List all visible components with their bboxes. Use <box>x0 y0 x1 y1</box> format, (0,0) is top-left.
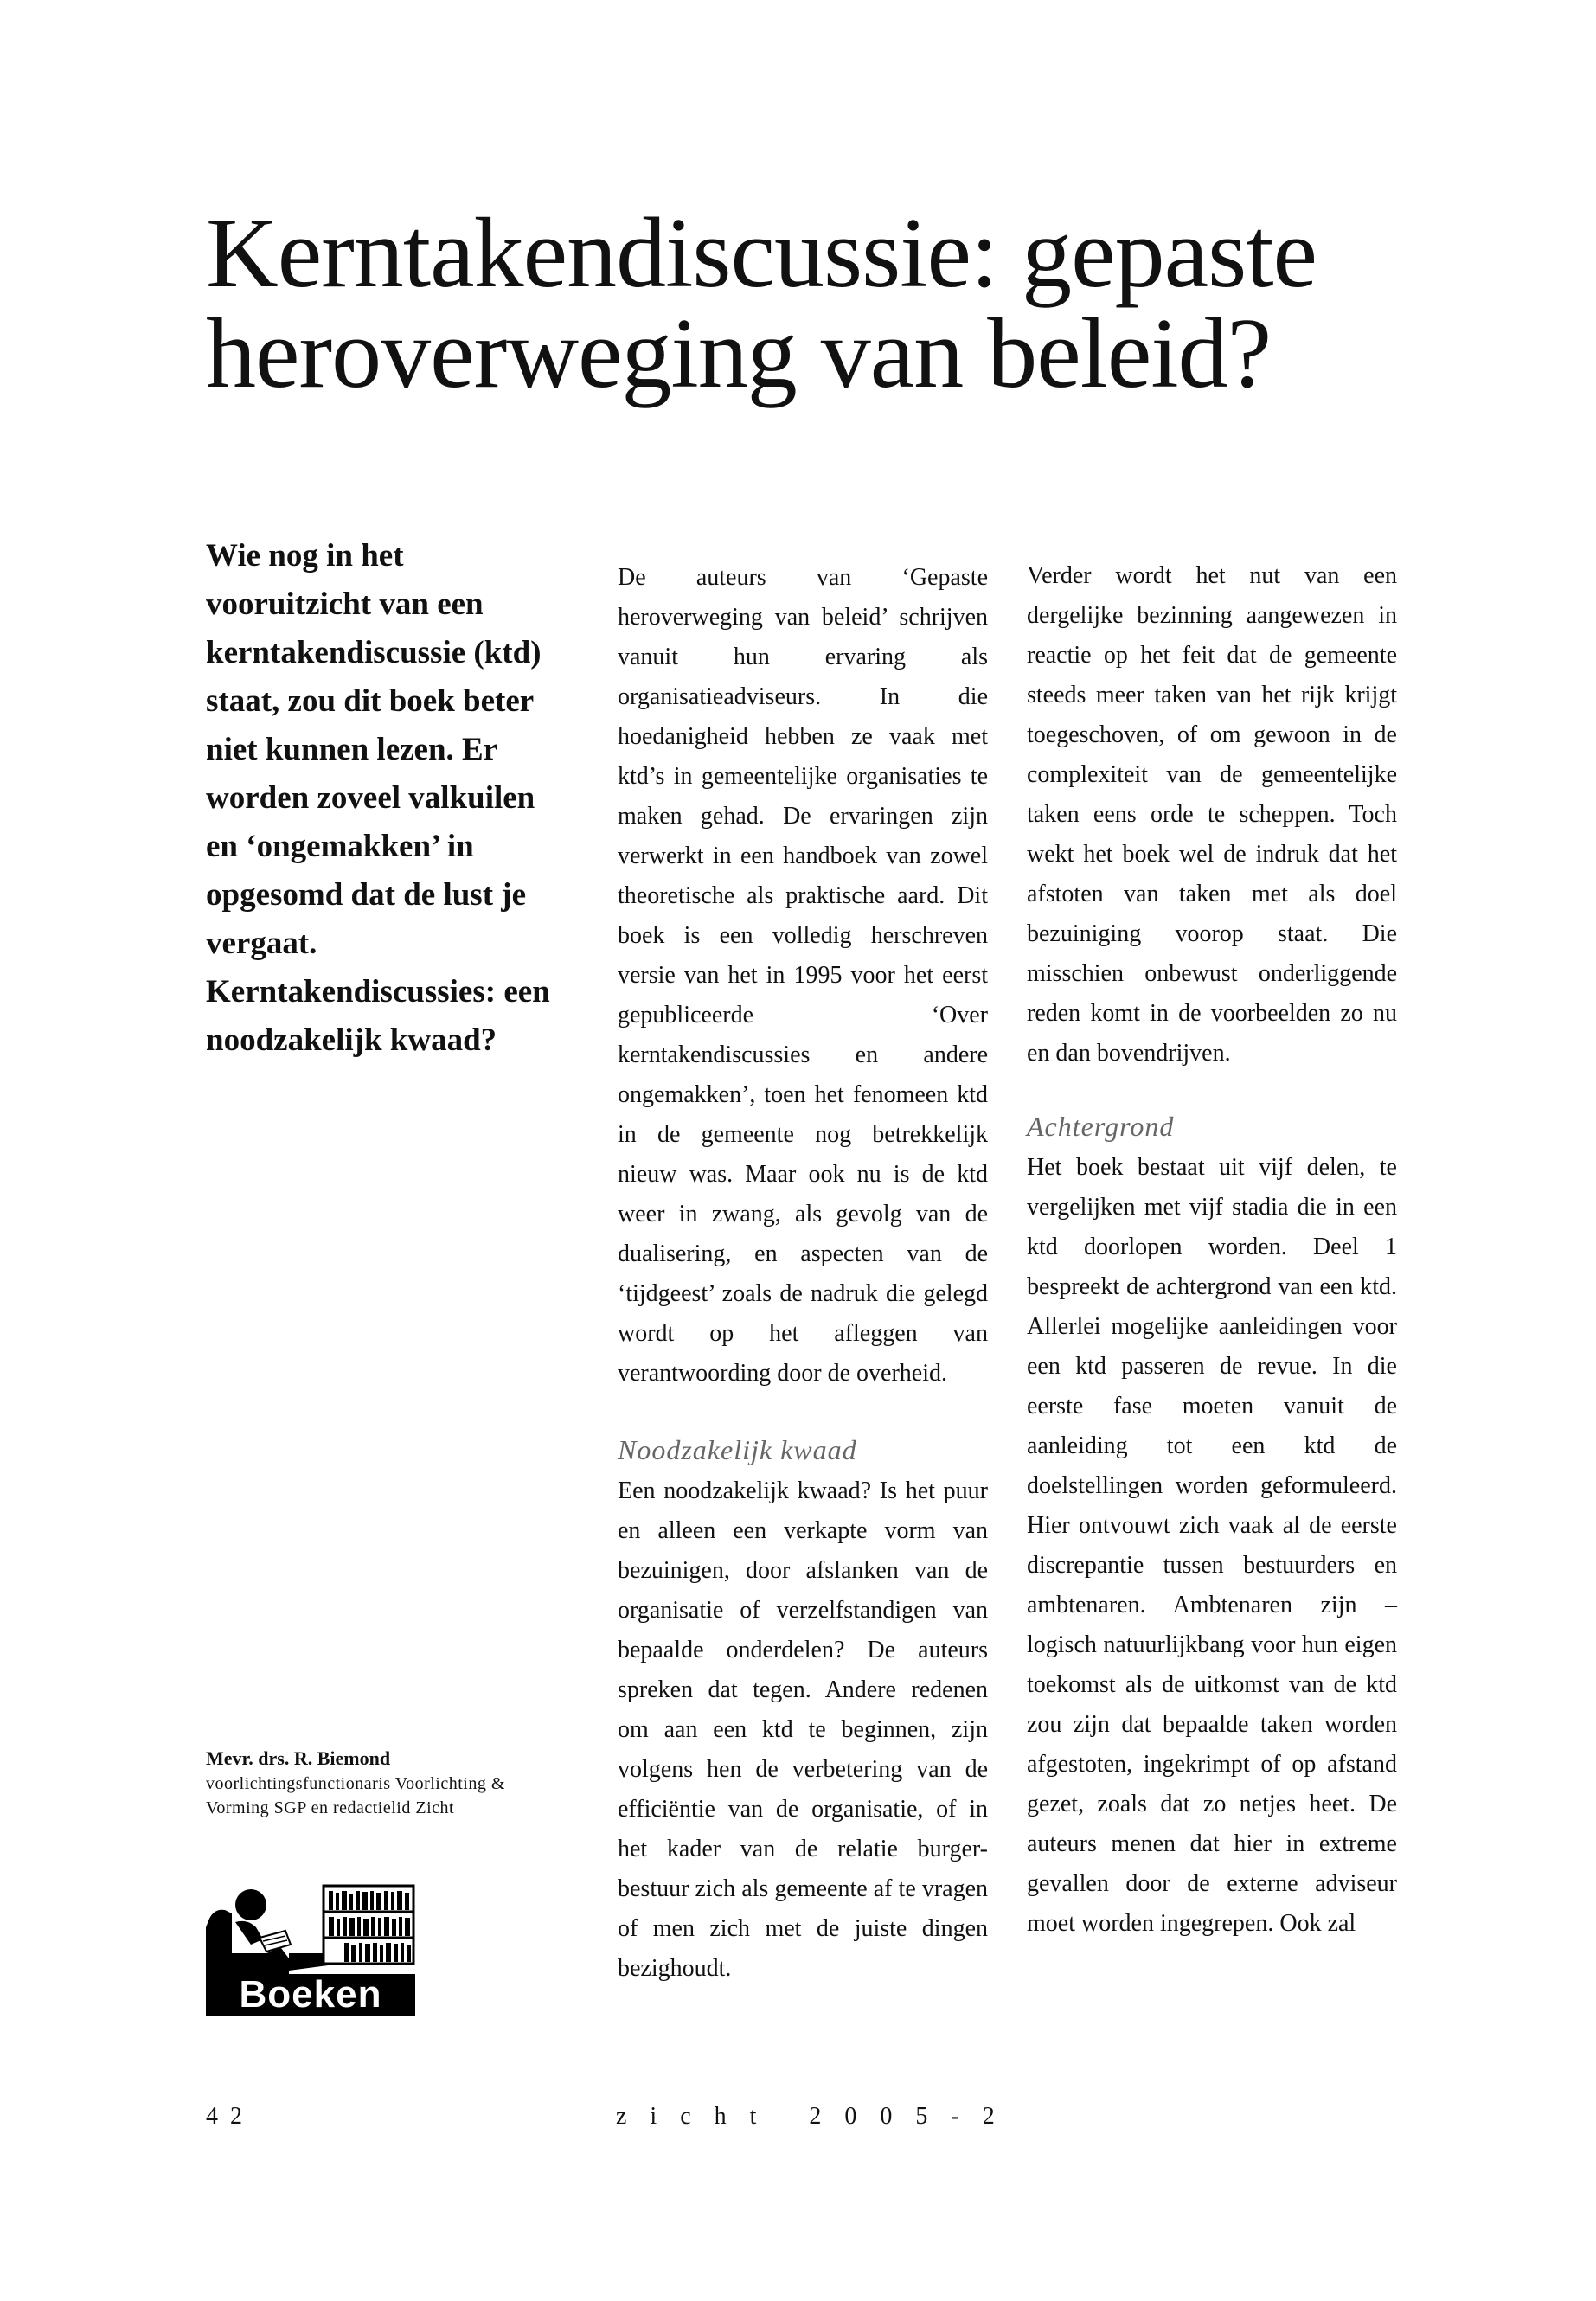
boeken-logo <box>206 1884 415 2016</box>
author-role: voorlichtingsfunctionaris Voorlichting & Vorming SGP en redactielid Zicht <box>206 1774 505 1817</box>
author-block <box>206 1746 569 1820</box>
journal-issue: zicht 2005-2 <box>616 2103 1018 2130</box>
column-3-paragraph-2: Het boek bestaat uit vijf delen, te vergelijken met vijf stadia die in een ktd doorlopen worden. Deel 1 bespreekt de achtergrond van een ktd. Allerlei mogelijke aanleidingen voor een ktd passeren de revue. In die eerste fase moeten vanuit de aanleiding tot een ktd de doelstellingen worden geformuleerd. Hier ontvouwt zich vaak al de eerste discrepantie tussen bestuurders en ambtenaren. Ambtenaren zijn – logisch natuurlijkbang voor hun eigen toekomst als de uitkomst van de ktd zou zijn dat bepaalde taken worden afgestoten, ingekrimpt of op afstand gezet, zoals dat zo netjes heet. De auteurs menen dat hier in extreme gevallen door de externe adviseur moet worden ingegrepen. Ook zal <box>1027 1154 1397 1937</box>
article-title <box>206 198 1417 409</box>
column-2 <box>618 558 988 1989</box>
author-name: Mevr. drs. R. Biemond <box>206 1747 391 1769</box>
column-2-paragraph-2: Een noodzakelijk kwaad? Is het puur en alleen een verkapte vorm van bezuinigen, door afslanken van de organisatie of verzelfstandigen van bepaalde onderdelen? De auteurs spreken dat tegen. Andere redenen om aan een ktd te beginnen, zijn volgens hen de verbetering van de efficiëntie van de organisatie, of in het kader van de relatie burger-bestuur zich als gemeente af te vragen of men zich met de juiste dingen bezighoudt. <box>618 1477 988 1982</box>
page-number: 42 <box>206 2103 254 2130</box>
column-3-paragraph-1: Verder wordt het nut van een dergelijke bezinning aangewezen in reactie op het feit dat de gemeente steeds meer taken van het rijk krijgt toegeschoven, of om gewoon in de complexiteit van de gemeentelijke taken eens orde te scheppen. Toch wekt het boek wel de indruk dat het afstoten van taken met als doel bezuiniging voorop staat. Die misschien onbewust onderliggende reden komt in de voorbeelden zo nu en dan bovendrijven. <box>1027 562 1397 1067</box>
column-3 <box>1027 556 1397 1944</box>
lead-paragraph: Wie nog in het vooruitzicht van een kerntakendiscussie (ktd) staat, zou dit boek beter niet kunnen lezen. Er worden zoveel valkuilen en ‘ongemakken’ in opgesomd dat de lust je vergaat. Kerntakendiscussies: een noodzakelijk kwaad? <box>206 538 550 1058</box>
column-2-paragraph-1: De auteurs van ‘Gepaste heroverweging van beleid’ schrijven vanuit hun ervaring als organisatieadviseurs. In die hoedanigheid hebben ze vaak met ktd’s in gemeentelijke organisaties te maken gehad. De ervaringen zijn verwerkt in een handboek van zowel theoretische als praktische aard. Dit boek is een volledig herschreven versie van het in 1995 voor het eerst gepubliceerde ‘Over kerntakendiscussies en andere ongemakken’, toen het fenomeen ktd in de gemeente nog betrekkelijk nieuw was. Maar ook nu is de ktd weer in zwang, als gevolg van de dualisering, en aspecten van de ‘tijdgeest’ zoals de nadruk die gelegd wordt op het afleggen van verantwoording door de overheid. <box>618 564 988 1387</box>
title-line-2: heroverweging van beleid? <box>206 298 1272 409</box>
reader-bookshelf-icon <box>206 1884 415 1974</box>
logo-label: Boeken <box>206 1974 415 2016</box>
title-line-1: Kerntakendiscussie: gepaste <box>206 198 1317 309</box>
section-heading-achtergrond: Achtergrond <box>1027 1111 1175 1142</box>
section-heading-noodzakelijk-kwaad: Noodzakelijk kwaad <box>618 1434 857 1465</box>
